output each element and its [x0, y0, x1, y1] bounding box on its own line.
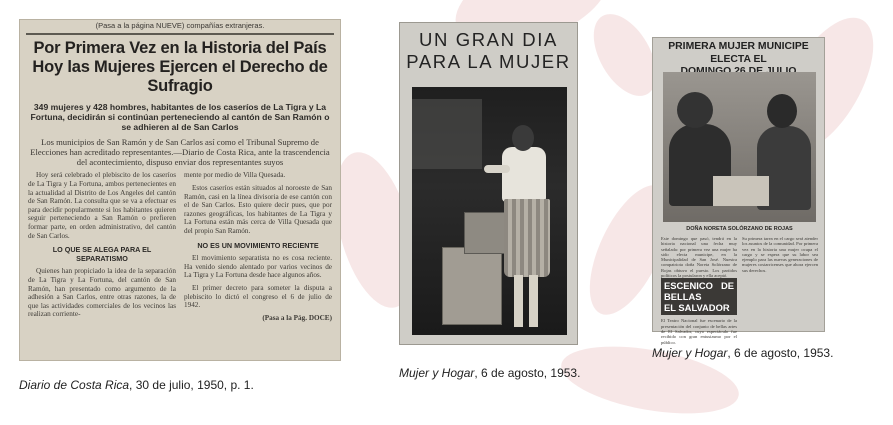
section-heading: NO ES UN MOVIMIENTO RECIENTE — [197, 240, 319, 250]
section-heading: LO QUE SE ALEGA PARA EL SEPARATISMO — [52, 245, 152, 263]
continuation-note: (Pasa a la Pág. DOCE) — [262, 313, 332, 322]
paragraph: Su primera tarea en el cargo será atender los asuntos de la comunidad. Por primera vez en la historia una mujer ocupa el cargo y se espera que su labor sea ejemplo para las nuevas generaciones de mujeres costarricenses que ahora ejercen sus derechos. — [742, 236, 818, 273]
voting-woman-photo — [412, 87, 567, 335]
paragraph: mente por medio de Villa Quesada. — [184, 171, 286, 180]
caption-date: , 6 de agosto, 1953. — [727, 346, 834, 360]
clipping-columns — [661, 236, 818, 345]
paragraph: Quienes han propiciado la idea de la separación de La Tigra y La Fortuna, del cantón de San Ramón, han presentado como argumento de la adhesión a San Carlos, entre otras razones, la de que las actividades comerciales de los vecinos las realizan corriente- — [28, 267, 176, 319]
woman-head — [767, 94, 797, 128]
clipping-column-left — [28, 171, 176, 326]
paragraph: Este domingo que pasó, tendrá en la historia nacional una fecha muy señalada: por primera vez una mujer ha sido electa municipe, en la Municipalidad de San José. Nuestra compatriota doña Noreta Solórzano de Rojas obtuvo el puesto. Los partidos políticos la postularon y ella aceptó. — [661, 236, 737, 279]
clipping-headline: Por Primera Vez en la Historia del País Hoy las Mujeres Ejercen el Derecho de Sufragio — [32, 39, 328, 95]
caption-mujer-hogar-1 — [399, 366, 580, 380]
caption-source: Mujer y Hogar — [652, 346, 728, 360]
newspaper-clipping-diario — [19, 19, 341, 361]
caption-source: Mujer y Hogar — [399, 366, 475, 380]
caption-mujer-hogar-2 — [652, 346, 833, 360]
clipping-column-right — [742, 236, 818, 345]
caption-date: , 6 de agosto, 1953. — [474, 366, 581, 380]
caption-source: Diario de Costa Rica — [19, 378, 130, 392]
clipping-lead: Los municipios de San Ramón y de San Carlos así como el Tribunal Supremo de Elecciones han acreditado representantes.—Diario de Costa Rica, ante la trascendencia del acontecimiento, dispuso enviar dos representantes suyos — [30, 137, 330, 167]
table — [713, 176, 769, 206]
magazine-clipping-gran-dia — [399, 22, 578, 345]
clipping-top-line: (Pasa a la página NUEVE) compañías extranjeras. — [95, 21, 265, 30]
section-heading-line: ESCENICO DE BELLAS — [664, 280, 734, 303]
woman-figure — [502, 147, 546, 202]
photo-caption: DOÑA NORETA SOLÓRZANO DE ROJAS — [686, 226, 793, 232]
paragraph: El Teatro Nacional fue escenario de la presentación del conjunto de bellas artes de El Salvador, cuyo espectáculo fue recibido con gran entusiasmo por el público. — [661, 318, 737, 345]
woman-head — [512, 125, 534, 151]
woman-skirt — [504, 199, 550, 277]
caption-diario — [19, 378, 254, 392]
clipping-column-right — [184, 171, 332, 326]
ballot-box — [442, 247, 502, 325]
two-women-photo — [663, 72, 816, 222]
clipping-column-left — [661, 236, 737, 345]
paragraph: El movimiento separatista no es cosa reciente. Ha venido siendo alentado por varios vecinos de La Tigra y La Fortuna desde hace algunos años. — [184, 254, 332, 280]
divider — [26, 33, 334, 35]
paragraph: Estos caseríos están situados al noroeste de San Ramón, casi en la línea divisoria de ese cantón con el de San Carlos. Esto quiere decir pues, que por razones geográficas, los habitantes de La Tigra y La Fortuna están más cerca de Villa Quesada que del propio San Ramón. — [184, 183, 332, 235]
clipping-title — [400, 23, 577, 73]
photo-window — [412, 99, 482, 169]
magazine-clipping-municipe — [652, 37, 825, 345]
woman-head — [677, 92, 713, 128]
title-line: UN GRAN DIA — [419, 29, 558, 50]
caption-date: , 30 de julio, 1950, p. 1. — [129, 378, 254, 392]
paragraph: El primer decreto para someter la disputa a plebiscito lo dictó el congreso el 6 de julio de 1942. — [184, 283, 332, 310]
section-heading-line: EL SALVADOR — [664, 302, 730, 314]
woman-legs — [514, 275, 538, 327]
title-line: PRIMERA MUJER MUNICIPE ELECTA EL — [668, 41, 809, 65]
title-line: PARA LA MUJER — [406, 51, 571, 72]
section-heading — [661, 278, 737, 315]
paragraph: Hoy será celebrado el plebiscito de los caseríos de La Tigra y La Fortuna, ambos pertenecientes en la actualidad al Distrito de Los Angeles del cantón de San Ramón. La consulta que se va a efectuar es para decidir popularmente si los habitantes quieren seguir perteneciendo a San Ramón o prefieren formar parte, en orden administrativo, del cantón de San Carlos. — [28, 171, 176, 240]
woman-arm — [484, 165, 510, 173]
clipping-subheadline: 349 mujeres y 428 hombres, habitantes de los caseríos de La Tigra y La Fortuna, decidirán si continúan perteneciendo al cantón de San Ramón o se adhieren al de San Carlos — [30, 102, 330, 132]
clipping-columns — [20, 171, 340, 326]
